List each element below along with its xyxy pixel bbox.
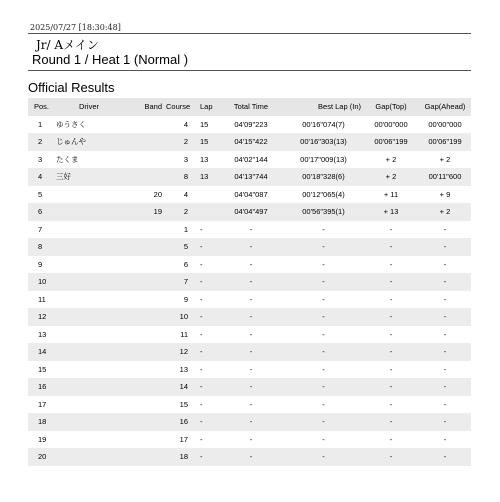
cell-course: 9 — [183, 294, 188, 304]
cell-total-time: - — [249, 434, 253, 444]
cell-best-lap: - — [322, 434, 325, 444]
cell-best-lap: - — [322, 417, 325, 427]
cell-band — [124, 308, 164, 326]
table-row — [28, 116, 471, 134]
cell-gap-ahead: - — [443, 329, 447, 339]
cell-total-time: - — [249, 452, 253, 462]
cell-driver — [54, 273, 124, 291]
cell-course: 16 — [179, 417, 188, 427]
cell-gap-ahead: - — [443, 242, 447, 252]
cell-gap-top: - — [389, 294, 393, 304]
cell-pos: 13 — [38, 329, 47, 339]
cell-pos: 12 — [38, 312, 47, 322]
cell-lap: - — [200, 417, 203, 427]
cell-best-lap: - — [322, 364, 325, 374]
cell-best-lap: - — [322, 399, 325, 409]
cell-pos: 10 — [38, 277, 47, 287]
cell-best-lap: - — [322, 242, 325, 252]
cell-driver — [54, 396, 124, 414]
cell-course: 12 — [179, 347, 188, 357]
cell-best-lap: 00'16"074(7) — [302, 119, 345, 129]
cell-lap: - — [200, 329, 203, 339]
cell-band — [124, 116, 164, 134]
cell-gap-top: - — [389, 452, 393, 462]
cell-pos: 11 — [38, 294, 46, 304]
cell-pos: 1 — [38, 119, 43, 129]
cell-driver — [54, 308, 124, 326]
cell-total-time: - — [249, 242, 253, 252]
cell-band — [124, 343, 164, 361]
cell-gap-top: + 2 — [385, 172, 397, 182]
cell-driver — [54, 256, 124, 274]
col-header-best-lap: Best Lap (In) — [318, 102, 361, 112]
cell-course: 11 — [180, 329, 188, 339]
cell-gap-ahead: 00'06"199 — [428, 137, 462, 147]
round-heat-title: Round 1 / Heat 1 (Normal ) — [32, 52, 189, 67]
cell-band — [124, 238, 164, 256]
cell-lap: - — [200, 242, 203, 252]
cell-pos: 3 — [38, 154, 43, 164]
cell-band — [124, 221, 164, 239]
cell-gap-top: + 11 — [383, 189, 399, 199]
cell-band — [124, 413, 164, 431]
cell-gap-top: - — [389, 242, 393, 252]
cell-lap: - — [200, 259, 203, 269]
cell-total-time: 04'04"087 — [234, 189, 268, 199]
cell-band — [124, 378, 164, 396]
cell-total-time: - — [249, 329, 253, 339]
table-row — [28, 431, 471, 449]
col-header-pos: Pos. — [34, 102, 50, 112]
table-row — [28, 168, 471, 186]
col-header-course: Course — [166, 102, 191, 112]
cell-total-time: - — [249, 417, 253, 427]
cell-gap-top: + 2 — [385, 154, 397, 164]
cell-band — [124, 326, 164, 344]
cell-driver — [54, 431, 124, 449]
cell-best-lap: - — [322, 277, 325, 287]
cell-course: 13 — [179, 364, 188, 374]
cell-total-time: 04'09"223 — [234, 119, 268, 129]
cell-lap: - — [200, 399, 203, 409]
header-divider-top — [28, 33, 471, 34]
cell-best-lap: - — [322, 329, 325, 339]
cell-best-lap: - — [322, 294, 325, 304]
cell-best-lap: - — [322, 312, 325, 322]
cell-lap: - — [200, 434, 203, 444]
cell-gap-ahead: + 9 — [439, 189, 451, 199]
cell-gap-top: - — [389, 399, 393, 409]
cell-band — [124, 361, 164, 379]
cell-course: 5 — [183, 242, 188, 252]
cell-driver — [54, 186, 124, 204]
cell-course: 4 — [183, 119, 188, 129]
cell-lap: - — [200, 277, 203, 287]
cell-total-time: - — [249, 277, 253, 287]
cell-lap: - — [200, 294, 203, 304]
cell-gap-top: 00'00"000 — [374, 119, 408, 129]
cell-pos: 16 — [38, 382, 47, 392]
cell-best-lap: - — [322, 452, 325, 462]
cell-total-time: 04'13"744 — [234, 172, 268, 182]
header-divider-bottom — [28, 70, 471, 71]
cell-total-time: - — [249, 399, 253, 409]
table-row — [28, 133, 471, 151]
table-row — [28, 151, 471, 169]
cell-driver — [54, 343, 124, 361]
cell-gap-ahead: - — [443, 452, 447, 462]
cell-driver: 三好 — [56, 172, 71, 182]
cell-course: 4 — [183, 189, 188, 199]
cell-gap-top: - — [389, 382, 393, 392]
cell-course: 10 — [179, 312, 188, 322]
cell-driver — [54, 221, 124, 239]
cell-gap-ahead: - — [443, 399, 447, 409]
cell-band — [124, 396, 164, 414]
cell-lap — [194, 203, 218, 221]
cell-gap-top: - — [389, 347, 393, 357]
cell-course: 8 — [183, 172, 188, 182]
cell-course: 2 — [183, 137, 188, 147]
cell-gap-ahead: 00'11"600 — [428, 172, 462, 182]
cell-best-lap: 00'16"303(13) — [300, 137, 347, 147]
cell-pos: 15 — [38, 364, 47, 374]
print-timestamp: 2025/07/27 [18:30:48] — [30, 23, 121, 32]
cell-lap: 13 — [200, 154, 209, 164]
cell-driver — [54, 291, 124, 309]
cell-best-lap: - — [322, 382, 325, 392]
cell-total-time: 04'15"422 — [234, 137, 268, 147]
cell-lap: 13 — [200, 172, 209, 182]
cell-gap-top: + 13 — [383, 207, 399, 217]
cell-pos: 19 — [38, 434, 47, 444]
cell-driver: じゅんや — [56, 137, 86, 147]
cell-gap-ahead: - — [443, 347, 447, 357]
cell-best-lap: - — [322, 347, 325, 357]
cell-total-time: - — [249, 347, 253, 357]
cell-gap-ahead: 00'00"000 — [428, 119, 462, 129]
cell-gap-ahead: - — [443, 224, 447, 234]
cell-course: 1 — [183, 224, 188, 234]
cell-gap-top: 00'06"199 — [374, 137, 408, 147]
cell-best-lap: 00'17"009(13) — [300, 154, 347, 164]
cell-lap — [194, 186, 218, 204]
table-row — [28, 186, 471, 204]
cell-driver — [54, 413, 124, 431]
cell-gap-ahead: - — [443, 294, 447, 304]
cell-best-lap: - — [322, 259, 325, 269]
cell-course: 2 — [183, 207, 188, 217]
table-row — [28, 273, 471, 291]
cell-pos: 5 — [38, 189, 43, 199]
table-row — [28, 326, 471, 344]
cell-pos: 20 — [38, 452, 47, 462]
section-title: Official Results — [28, 80, 115, 95]
cell-course: 17 — [179, 434, 188, 444]
cell-gap-top: - — [389, 434, 393, 444]
cell-course: 3 — [183, 154, 188, 164]
cell-best-lap: - — [322, 224, 325, 234]
cell-pos: 2 — [38, 137, 43, 147]
cell-gap-top: - — [389, 277, 393, 287]
cell-lap: - — [200, 312, 203, 322]
cell-gap-ahead: + 2 — [439, 154, 451, 164]
cell-gap-top: - — [389, 364, 393, 374]
results-table — [28, 98, 471, 466]
col-header-gap-top: Gap(Top) — [375, 102, 407, 112]
cell-band — [124, 448, 164, 466]
cell-total-time: 04'04"497 — [234, 207, 268, 217]
cell-pos: 14 — [38, 347, 47, 357]
event-title: Jr/ Aメイン — [36, 38, 99, 52]
cell-lap: - — [200, 347, 203, 357]
cell-band — [124, 431, 164, 449]
cell-driver — [54, 378, 124, 396]
cell-lap: 15 — [200, 137, 209, 147]
cell-driver — [54, 361, 124, 379]
cell-pos: 18 — [38, 417, 47, 427]
cell-course: 7 — [183, 277, 188, 287]
cell-pos: 8 — [38, 242, 43, 252]
cell-gap-top: - — [389, 312, 393, 322]
cell-gap-ahead: - — [443, 312, 447, 322]
cell-gap-ahead: - — [443, 417, 447, 427]
cell-band — [124, 256, 164, 274]
cell-total-time: - — [249, 259, 253, 269]
cell-total-time: - — [249, 312, 253, 322]
table-header-row — [28, 98, 471, 116]
table-row — [28, 308, 471, 326]
cell-driver: ゆうさく — [56, 119, 86, 129]
cell-gap-top: - — [389, 224, 393, 234]
cell-band: 20 — [153, 189, 162, 199]
table-row — [28, 291, 471, 309]
col-header-driver: Driver — [79, 102, 99, 112]
cell-pos: 17 — [38, 399, 47, 409]
cell-band — [124, 151, 164, 169]
table-row — [28, 378, 471, 396]
cell-gap-ahead: + 2 — [439, 207, 451, 217]
cell-pos: 4 — [38, 172, 43, 182]
col-header-gap-ahead: Gap(Ahead) — [424, 102, 466, 112]
cell-band — [124, 273, 164, 291]
cell-lap: - — [200, 224, 203, 234]
cell-course: 14 — [179, 382, 188, 392]
cell-pos: 7 — [38, 224, 43, 234]
table-row — [28, 256, 471, 274]
cell-band — [124, 133, 164, 151]
cell-driver — [54, 326, 124, 344]
table-row — [28, 343, 471, 361]
cell-gap-ahead: - — [443, 259, 447, 269]
cell-total-time: - — [249, 224, 253, 234]
cell-total-time: 04'02"144 — [234, 154, 268, 164]
cell-lap: - — [200, 452, 203, 462]
cell-course: 15 — [179, 399, 188, 409]
cell-best-lap: 00'12"065(4) — [302, 189, 345, 199]
cell-gap-ahead: - — [443, 434, 447, 444]
col-header-total-time: Total Time — [233, 102, 269, 112]
table-row — [28, 221, 471, 239]
table-row — [28, 361, 471, 379]
cell-gap-ahead: - — [443, 364, 447, 374]
col-header-band: Band — [144, 102, 162, 112]
cell-gap-top: - — [389, 259, 393, 269]
table-row — [28, 396, 471, 414]
cell-best-lap: 00'56"395(1) — [302, 207, 345, 217]
cell-driver: たくま — [56, 154, 79, 164]
cell-gap-ahead: - — [443, 277, 447, 287]
cell-course: 18 — [179, 452, 188, 462]
cell-gap-ahead: - — [443, 382, 447, 392]
cell-gap-top: - — [389, 417, 393, 427]
cell-driver — [54, 238, 124, 256]
cell-lap: 15 — [200, 119, 209, 129]
cell-total-time: - — [249, 382, 253, 392]
cell-course: 6 — [183, 259, 188, 269]
table-row — [28, 203, 471, 221]
cell-total-time: - — [249, 364, 253, 374]
cell-pos: 9 — [38, 259, 43, 269]
cell-band — [124, 168, 164, 186]
cell-driver — [54, 203, 124, 221]
table-row — [28, 238, 471, 256]
cell-total-time: - — [249, 294, 253, 304]
cell-band: 19 — [153, 207, 162, 217]
cell-band — [124, 291, 164, 309]
table-row — [28, 413, 471, 431]
cell-best-lap: 00'18"328(6) — [302, 172, 345, 182]
cell-gap-top: - — [389, 329, 393, 339]
table-row — [28, 448, 471, 466]
results-body — [28, 116, 471, 466]
cell-lap: - — [200, 364, 203, 374]
cell-lap: - — [200, 382, 203, 392]
cell-pos: 6 — [38, 207, 43, 217]
cell-driver — [54, 448, 124, 466]
col-header-lap: Lap — [200, 102, 213, 112]
